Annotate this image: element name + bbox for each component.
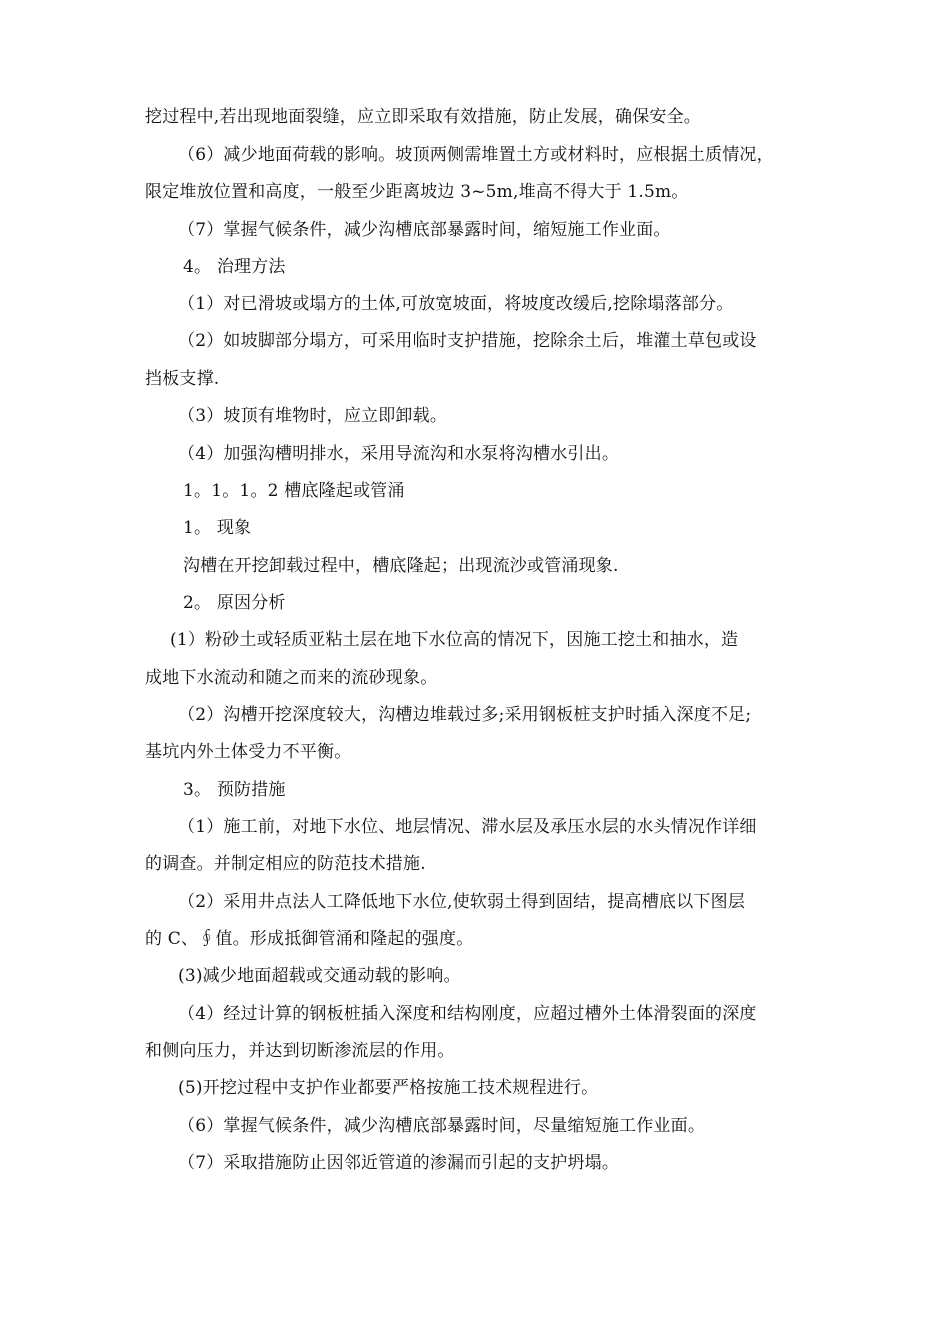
text-line: 成地下水流动和随之而来的流砂现象。: [145, 668, 438, 688]
text-line: （2）如坡脚部分塌方，可采用临时支护措施，挖除余土后，堆灌土草包或设: [178, 331, 757, 351]
section-heading: 1。 现象: [183, 518, 252, 538]
text-line: （1）对已滑坡或塌方的土体,可放宽坡面，将坡度改缓后,挖除塌落部分。: [178, 294, 734, 314]
text-line: 沟槽在开挖卸载过程中，槽底隆起；出现流沙或管涌现象.: [183, 556, 619, 576]
text-line: 挡板支撑.: [145, 369, 220, 389]
text-line: （3）坡顶有堆物时，应立即卸载。: [178, 406, 448, 426]
text-line: (3)减少地面超载或交通动载的影响。: [178, 966, 461, 986]
text-line: 基坑内外土体受力不平衡。: [145, 742, 352, 762]
section-heading: 2。 原因分析: [183, 593, 286, 613]
text-line: 的调查。并制定相应的防范技术措施.: [145, 854, 426, 874]
text-line: （2）采用井点法人工降低地下水位,使软弱土得到固结，提高槽底以下图层: [178, 892, 746, 912]
text-line: 的 C、∮值。形成抵御管涌和隆起的强度。: [145, 929, 474, 949]
text-line: （4）加强沟槽明排水，采用导流沟和水泵将沟槽水引出。: [178, 444, 620, 464]
subsection-heading: 1。1。1。2 槽底隆起或管涌: [183, 481, 405, 501]
text-line: （7）采取措施防止因邻近管道的渗漏而引起的支护坍塌。: [178, 1153, 620, 1173]
text-line: （7）掌握气候条件，减少沟槽底部暴露时间，缩短施工作业面。: [178, 220, 671, 240]
text-line: 挖过程中,若出现地面裂缝，应立即采取有效措施，防止发展，确保安全。: [145, 107, 702, 127]
section-heading: 3。 预防措施: [183, 780, 286, 800]
text-line: (1）粉砂土或轻质亚粘土层在地下水位高的情况下，因施工挖土和抽水，造: [170, 630, 739, 650]
text-line: （4）经过计算的钢板桩插入深度和结构刚度，应超过槽外土体滑裂面的深度: [178, 1004, 757, 1024]
text-line: 限定堆放位置和高度，一般至少距离坡边 3~5m,堆高不得大于 1.5m。: [145, 182, 689, 202]
text-line: （6）掌握气候条件，减少沟槽底部暴露时间，尽量缩短施工作业面。: [178, 1116, 706, 1136]
text-line: 和侧向压力，并达到切断渗流层的作用。: [145, 1041, 455, 1061]
text-line: （6）减少地面荷载的影响。坡顶两侧需堆置土方或材料时，应根据土质情况，: [178, 145, 774, 165]
text-line: （1）施工前，对地下水位、地层情况、滞水层及承压水层的水头情况作详细: [178, 817, 757, 837]
section-heading: 4。 治理方法: [183, 257, 286, 277]
text-line: （2）沟槽开挖深度较大，沟槽边堆载过多;采用钢板桩支护时插入深度不足;: [178, 705, 752, 725]
text-line: (5)开挖过程中支护作业都要严格按施工技术规程进行。: [178, 1078, 599, 1098]
